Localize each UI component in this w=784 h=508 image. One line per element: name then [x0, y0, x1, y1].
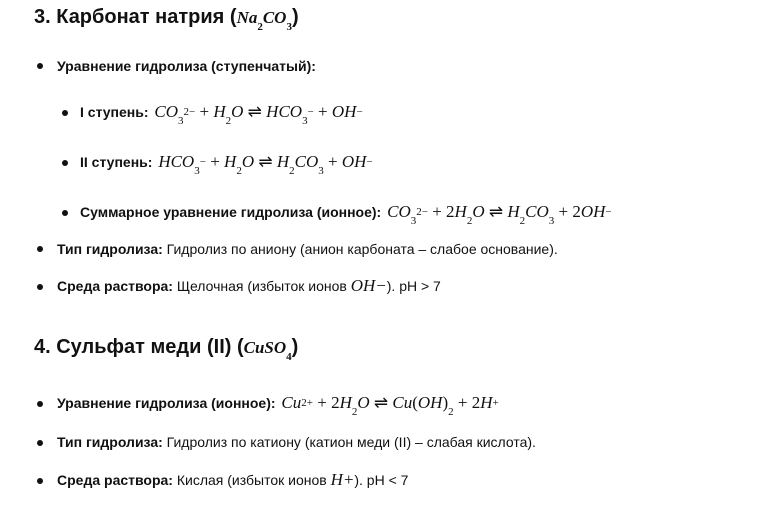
medium-ion-2: H+ — [330, 470, 355, 489]
section-4-formula: CuSO$_4$ — [243, 338, 292, 363]
bullet-icon — [37, 63, 43, 69]
equation-ionic-label: Уравнение гидролиза (ионное): — [57, 395, 276, 411]
bullet-icon — [37, 401, 43, 407]
list-item-hydrolysis-type — [57, 238, 558, 260]
bullet-icon — [62, 210, 68, 216]
equation-header-label: Уравнение гидролиза (ступенчатый): — [57, 58, 316, 74]
hydrolysis-type-text-2: Гидролиз по катиону (катион меди (II) – слабая кислота). — [166, 434, 536, 450]
list-item-summary — [80, 201, 612, 232]
medium-label-2: Среда раствора: — [57, 472, 173, 488]
section-3-heading: 3. Карбонат натрия $(Na_2CO_3)$ — [34, 6, 299, 33]
summary-equation: $CO_3^{2-} + 2H_2O$ ⇌ $H_2CO_3 + 2OH^-$ — [387, 202, 612, 227]
list-item-equation-header — [57, 55, 316, 77]
list-item-step-1 — [80, 101, 363, 132]
step-1-equation: $CO_3^{2-} + H_2O$ ⇌ $HCO_3^- + OH^-$ — [154, 102, 363, 127]
hydrolysis-type-label-2: Тип гидролиза: — [57, 434, 163, 450]
medium-text-2: Кислая (избыток ионов — [176, 472, 327, 488]
list-item-medium-2 — [57, 469, 408, 491]
section-3-title: 3. Карбонат натрия — [34, 6, 225, 28]
bullet-icon — [37, 284, 43, 290]
hydrolysis-type-text: Гидролиз по аниону (анион карбоната – слабое основание). — [166, 241, 558, 257]
medium-ph: ). pH > 7 — [386, 278, 441, 294]
section-4-heading: 4. Сульфат меди (II) (CuSO$_4$) — [34, 336, 299, 363]
medium-ion: OH− — [350, 276, 387, 295]
bullet-icon — [37, 440, 43, 446]
bullet-icon — [37, 246, 43, 252]
list-item-hydrolysis-type-2 — [57, 431, 536, 453]
list-item-medium — [57, 275, 441, 297]
hydrolysis-type-label: Тип гидролиза: — [57, 241, 163, 257]
medium-label: Среда раствора: — [57, 278, 173, 294]
step-1-label: I ступень: — [80, 104, 149, 120]
bullet-icon — [62, 160, 68, 166]
ionic-equation: $Cu^{2+} + 2H_2O$ ⇌ $Cu(OH)_2 + 2H^+$ — [281, 393, 499, 418]
medium-text: Щелочная (избыток ионов — [176, 278, 347, 294]
medium-ph-2: ). pH < 7 — [354, 472, 409, 488]
step-2-label: II ступень: — [80, 154, 153, 170]
section-3-formula: $Na_2CO_3$ — [236, 8, 292, 33]
summary-label: Суммарное уравнение гидролиза (ионное): — [80, 204, 382, 220]
list-item-step-2 — [80, 151, 373, 182]
list-item-equation-ionic — [57, 392, 499, 423]
bullet-icon — [37, 478, 43, 484]
step-2-equation: $HCO_3^- + H_2O$ ⇌ $H_2CO_3 + OH^-$ — [158, 152, 373, 177]
bullet-icon — [62, 110, 68, 116]
section-4-title: 4. Сульфат меди (II) — [34, 336, 232, 358]
